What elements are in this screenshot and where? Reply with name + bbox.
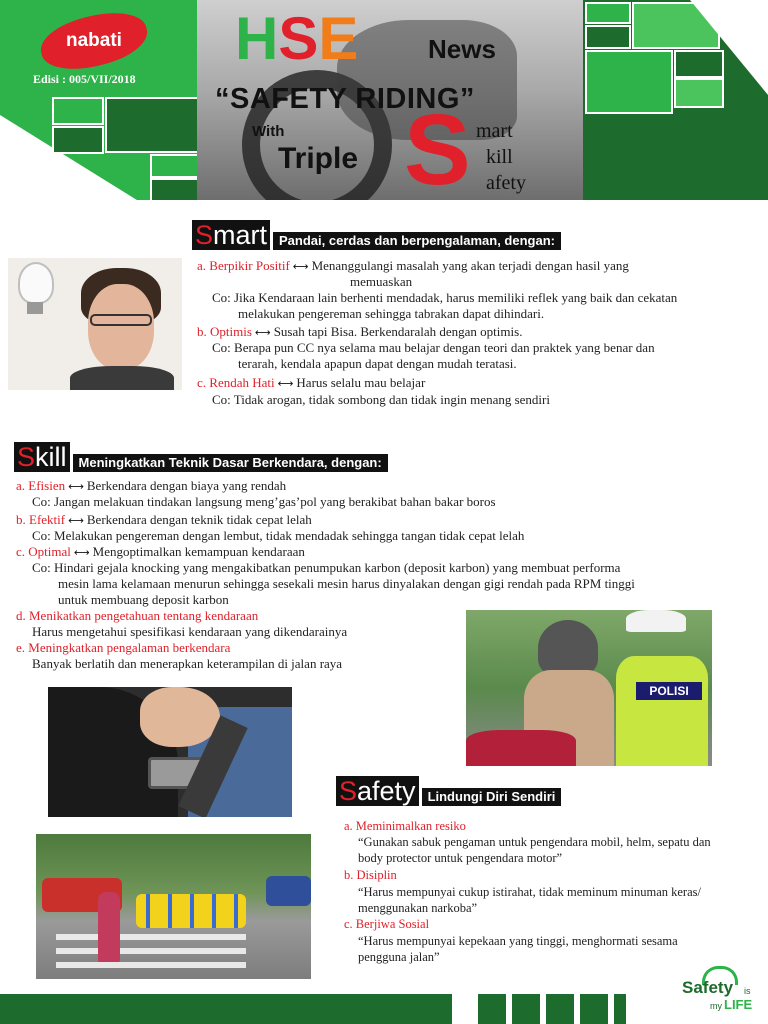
police-cap — [626, 610, 686, 632]
safety-title — [336, 776, 419, 806]
safety-heading — [336, 776, 561, 806]
skill-item-c-label: c. Optimal — [16, 544, 71, 559]
skill-title-rest: kill — [35, 442, 67, 472]
smart-item-a-text: Menanggulangi masalah yang akan terjadi dengan hasil yang — [311, 258, 629, 273]
skill-item-d-label: d. Menikatkan pengetahuan tentang kendaraan — [16, 608, 259, 623]
person-red-shirt — [98, 892, 120, 962]
safety-is-my-life-logo — [680, 966, 766, 1018]
skill-subtitle: Meningkatkan Teknik Dasar Berkendara, dengan: — [73, 454, 388, 472]
safety-item-c-text2: pengguna jalan” — [358, 950, 440, 964]
smart-item-b-text: Susah tapi Bisa. Berkendaralah dengan optimis. — [273, 324, 523, 339]
smart-item-c — [197, 375, 425, 392]
smart-title — [192, 220, 270, 250]
skill-item-d-text: Harus mengetahui spesifikasi kendaraan yang dikendarainya — [32, 624, 348, 639]
skill-item-b — [16, 512, 312, 529]
masthead-big-s: S — [404, 94, 471, 206]
logo-is-text: is — [744, 986, 751, 996]
masthead-s: S — [278, 5, 319, 72]
header-block — [52, 97, 104, 125]
police-photo — [466, 610, 712, 766]
skill-item-c-example3: untuk membuang deposit karbon — [58, 592, 229, 607]
skill-item-c-example2: mesin lama kelamaan menurun sehingga sesekali mesin harus dinyalakan dengan gigi rendah pada RPM tinggi — [58, 576, 635, 591]
masthead-triple: Triple — [278, 142, 359, 175]
skill-title-cap: S — [17, 442, 36, 472]
seatbelt-photo — [48, 687, 292, 817]
car-shape — [266, 876, 311, 906]
safety-title-rest: afety — [357, 776, 416, 806]
masthead-h: H — [235, 5, 279, 72]
safety-item-a-text1: “Gunakan sabuk pengaman untuk pengendara mobil, helm, sepatu dan — [358, 835, 711, 849]
safety-subtitle: Lindungi Diri Sendiri — [422, 788, 562, 806]
crowd-photo — [36, 834, 311, 979]
edition-label: Edisi : 005/VII/2018 — [33, 72, 136, 86]
skill-item-c-text: Mengoptimalkan kemampuan kendaraan — [92, 544, 305, 559]
double-arrow-icon: ⟷ — [68, 514, 84, 527]
safety-title-cap: S — [339, 776, 358, 806]
rider-helmet — [538, 620, 598, 676]
masthead-hse — [235, 6, 358, 72]
skill-item-a-example: Co: Jangan melakuan tindakan langsung meng’gas’pol yang berakibat bahan bakar boros — [32, 494, 496, 509]
masthead-headline: “SAFETY RIDING” — [215, 83, 475, 115]
double-arrow-icon: ⟷ — [254, 326, 271, 339]
hand-shape — [140, 687, 220, 747]
man-face — [88, 284, 154, 370]
logo-safety-text: Safety — [682, 978, 734, 997]
smart-item-b-example: Co: Berapa pun CC nya selama mau belajar dengan teori dan praktek yang benar dan — [212, 340, 655, 355]
header-block — [150, 154, 201, 178]
footer-stripe — [614, 994, 626, 1024]
crosswalk-stripe — [56, 948, 246, 954]
skill-item-b-label: b. Efektif — [16, 512, 66, 527]
smart-item-a-example: Co: Jika Kendaraan lain berhenti mendadak, harus memiliki reflek yang baik dan cekatan — [212, 290, 678, 305]
nabati-logo-text: nabati — [66, 30, 122, 52]
safety-item-b-text2: menggunakan narkoba” — [358, 901, 478, 915]
double-arrow-icon: ⟷ — [277, 377, 294, 390]
safety-item-b-text1: “Harus mempunyai cukup istirahat, tidak meminum minuman keras/ — [358, 885, 701, 899]
skill-item-a — [16, 478, 286, 495]
motorcycle-shape — [466, 730, 576, 766]
header-block — [585, 50, 673, 114]
smart-item-a-example2: melakukan pengereman sehingga tabrakan dapat dihindari. — [238, 306, 545, 321]
safety-item-a-label: a. Meminimalkan resiko — [344, 819, 466, 833]
crosswalk-stripe — [56, 962, 246, 968]
masthead-news: News — [428, 34, 496, 64]
skill-item-b-text: Berkendara dengan teknik tidak cepat lelah — [86, 512, 312, 527]
header-block — [585, 2, 631, 24]
marchers-yellow — [136, 894, 246, 928]
footer-stripe — [512, 994, 540, 1024]
skill-item-b-example: Co: Melakukan pengereman dengan lembut, tidak mendadak sehingga tangan tidak cepat lelah — [32, 528, 525, 543]
masthead-kill: kill — [486, 146, 513, 168]
smart-subtitle: Pandai, cerdas dan berpengalaman, dengan: — [273, 232, 561, 250]
safety-item-b-label: b. Disiplin — [344, 868, 397, 882]
crosswalk-stripe — [56, 934, 246, 940]
skill-item-e-text: Banyak berlatih dan menerapkan keterampilan di jalan raya — [32, 656, 343, 671]
header-block — [52, 126, 104, 154]
skill-item-a-label: a. Efisien — [16, 478, 66, 493]
masthead-with: With — [252, 123, 285, 140]
skill-item-c-example: Co: Hindari gejala knocking yang mengakibatkan penumpukan karbon (deposit karbon) yang membuat performa — [32, 560, 621, 575]
header-block — [674, 50, 724, 78]
header-block — [150, 178, 201, 202]
smart-item-a-label: a. Berpikir Positif — [197, 258, 290, 273]
masthead-afety: afety — [486, 172, 526, 194]
header-block — [585, 25, 631, 49]
police-vest — [616, 656, 708, 766]
safety-item-a-text2: body protector untuk pengendara motor” — [358, 851, 563, 865]
smart-item-b — [197, 324, 522, 341]
smart-item-a-text2: memuaskan — [350, 274, 413, 289]
lightbulb-base — [27, 302, 43, 314]
safety-item-c-label: c. Berjiwa Sosial — [344, 917, 430, 931]
smart-item-b-label: b. Optimis — [197, 324, 252, 339]
header-block — [674, 78, 724, 108]
double-arrow-icon: ⟷ — [73, 546, 90, 559]
police-vest-label: POLISI — [636, 682, 702, 700]
safety-item-c-text1: “Harus mempunyai kepekaan yang tinggi, menghormati sesama — [358, 934, 678, 948]
smart-item-b-example2: terarah, kendala apapun dapat dengan mudah teratasi. — [238, 356, 517, 371]
smart-heading — [192, 220, 561, 250]
logo-my-text: my — [710, 1001, 722, 1011]
smart-title-rest: mart — [213, 220, 268, 250]
smart-item-c-text: Harus selalu mau belajar — [296, 375, 426, 390]
smart-title-cap: S — [195, 220, 214, 250]
skill-item-c — [16, 544, 305, 561]
smart-photo — [8, 258, 182, 390]
smart-item-c-example: Co: Tidak arogan, tidak sombong dan tidak ingin menang sendiri — [212, 392, 550, 407]
man-glasses — [90, 314, 152, 326]
footer-stripe — [478, 994, 506, 1024]
skill-item-e-label: e. Meningkatkan pengalaman berkendara — [16, 640, 231, 655]
smart-item-c-label: c. Rendah Hati — [197, 375, 275, 390]
double-arrow-icon: ⟷ — [292, 260, 309, 273]
double-arrow-icon: ⟷ — [68, 480, 84, 493]
lightbulb-icon — [18, 262, 54, 304]
footer-stripe — [580, 994, 608, 1024]
masthead-e: E — [318, 5, 359, 72]
header-block — [105, 97, 201, 153]
logo-life-text: LIFE — [724, 997, 753, 1012]
masthead-mart: mart — [476, 120, 513, 142]
skill-title — [14, 442, 70, 472]
footer-stripe — [546, 994, 574, 1024]
smart-item-a — [197, 258, 629, 275]
skill-item-a-text: Berkendara dengan biaya yang rendah — [86, 478, 287, 493]
skill-heading — [14, 442, 388, 472]
man-shirt — [70, 366, 174, 390]
